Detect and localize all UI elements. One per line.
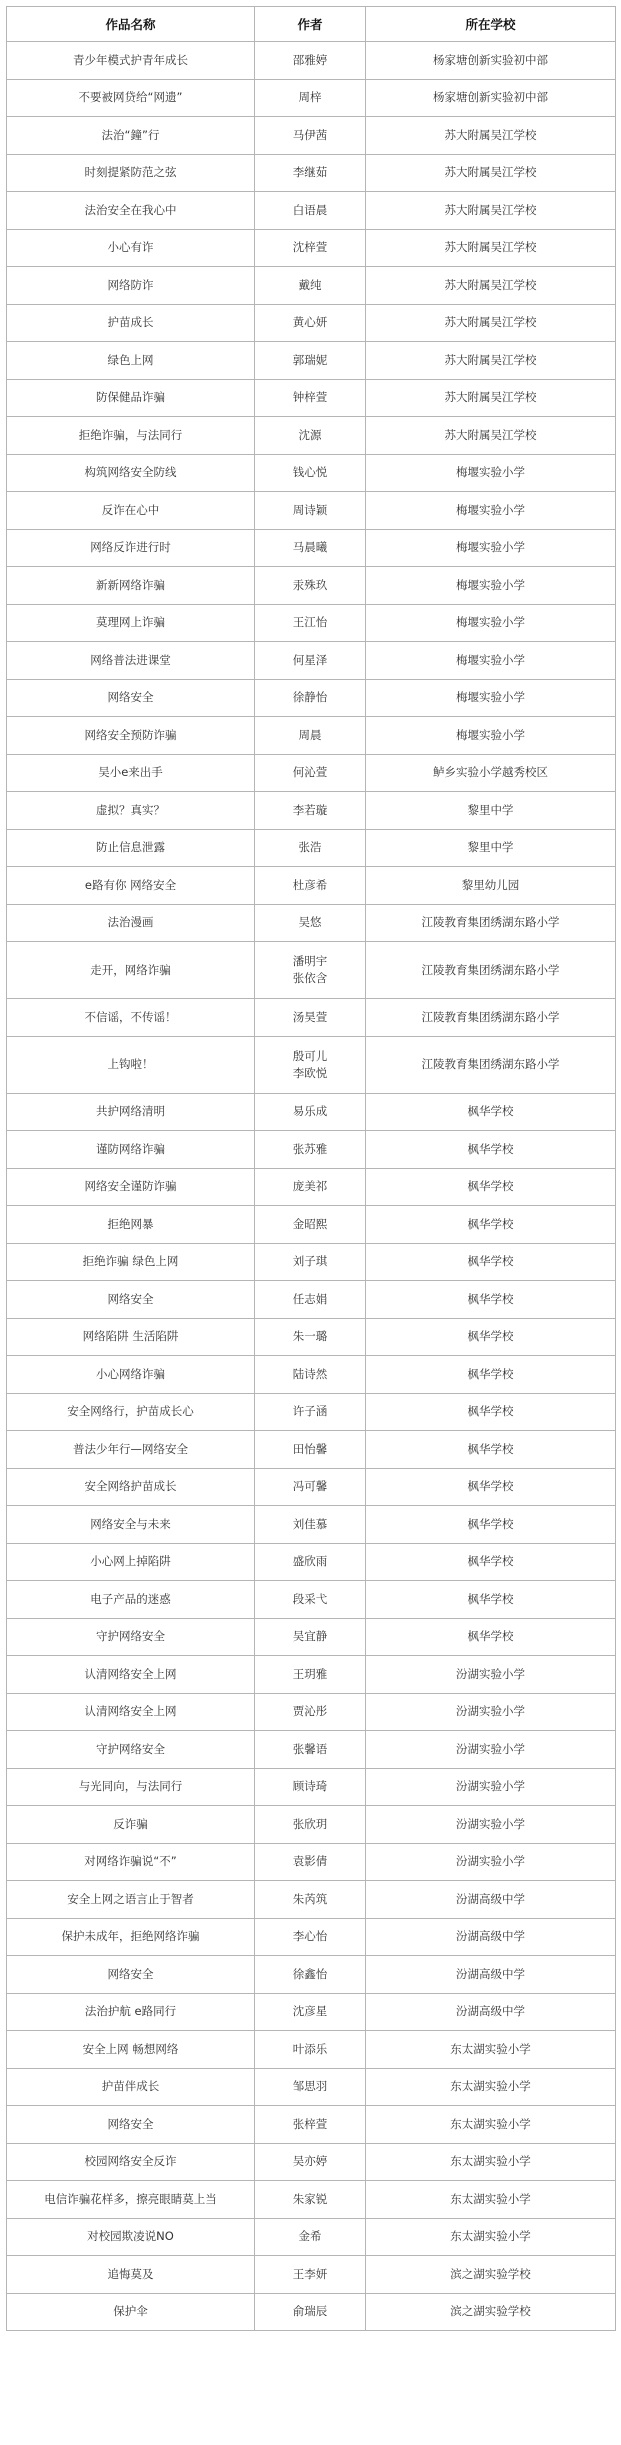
work-author: 俞瑞辰 bbox=[255, 2293, 366, 2331]
work-school: 东太湖实验小学 bbox=[366, 2031, 616, 2069]
work-author: 庞美祁 bbox=[255, 1168, 366, 1206]
work-school: 枫华学校 bbox=[366, 1168, 616, 1206]
work-title: 安全上网之语言止于智者 bbox=[7, 1881, 255, 1919]
table-row bbox=[7, 1356, 616, 1394]
work-title: 网络安全 bbox=[7, 2106, 255, 2144]
work-title: 防止信息泄露 bbox=[7, 829, 255, 867]
work-title: 网络安全 bbox=[7, 1281, 255, 1319]
work-author: 邹思羽 bbox=[255, 2068, 366, 2106]
work-author: 汤昊萱 bbox=[255, 999, 366, 1037]
work-title: 法治护航 e路同行 bbox=[7, 1993, 255, 2031]
work-title: 对网络诈骗说“不” bbox=[7, 1843, 255, 1881]
work-school: 江陵教育集团绣湖东路小学 bbox=[366, 1036, 616, 1093]
work-title: 防保健品诈骗 bbox=[7, 379, 255, 417]
work-school: 枫华学校 bbox=[366, 1543, 616, 1581]
work-title: 保护伞 bbox=[7, 2293, 255, 2331]
work-school: 苏大附属吴江学校 bbox=[366, 229, 616, 267]
work-title: 反诈在心中 bbox=[7, 492, 255, 530]
table-row bbox=[7, 192, 616, 230]
work-author: 何沁萱 bbox=[255, 754, 366, 792]
table-row bbox=[7, 1656, 616, 1694]
table-row bbox=[7, 792, 616, 830]
table-row bbox=[7, 904, 616, 942]
table-row bbox=[7, 1918, 616, 1956]
table-row bbox=[7, 1431, 616, 1469]
work-school: 东太湖实验小学 bbox=[366, 2218, 616, 2256]
table-row bbox=[7, 304, 616, 342]
work-author: 金昭熙 bbox=[255, 1206, 366, 1244]
work-school: 梅堰实验小学 bbox=[366, 717, 616, 755]
work-school: 梅堰实验小学 bbox=[366, 492, 616, 530]
work-author: 易乐成 bbox=[255, 1093, 366, 1131]
work-school: 梅堰实验小学 bbox=[366, 454, 616, 492]
table-row bbox=[7, 2143, 616, 2181]
work-school: 枫华学校 bbox=[366, 1206, 616, 1244]
work-author: 吴悠 bbox=[255, 904, 366, 942]
work-title: 安全上网 畅想网络 bbox=[7, 2031, 255, 2069]
work-title: 护苗成长 bbox=[7, 304, 255, 342]
work-school: 梅堰实验小学 bbox=[366, 642, 616, 680]
work-title: 构筑网络安全防线 bbox=[7, 454, 255, 492]
work-school: 苏大附属吴江学校 bbox=[366, 417, 616, 455]
work-author: 吴宜静 bbox=[255, 1618, 366, 1656]
work-title: 吴小e来出手 bbox=[7, 754, 255, 792]
work-title: 小心有诈 bbox=[7, 229, 255, 267]
work-school: 苏大附属吴江学校 bbox=[366, 379, 616, 417]
work-school: 枫华学校 bbox=[366, 1281, 616, 1319]
work-title: 电信诈骗花样多，擦亮眼睛莫上当 bbox=[7, 2181, 255, 2219]
work-author bbox=[255, 942, 366, 999]
work-author: 汞殊玖 bbox=[255, 567, 366, 605]
table-row bbox=[7, 492, 616, 530]
table-row bbox=[7, 1618, 616, 1656]
work-title: 网络安全 bbox=[7, 679, 255, 717]
work-author: 张浩 bbox=[255, 829, 366, 867]
work-author: 金希 bbox=[255, 2218, 366, 2256]
work-school: 枫华学校 bbox=[366, 1618, 616, 1656]
work-title: 网络陷阱 生活陷阱 bbox=[7, 1318, 255, 1356]
work-author: 顾诗琦 bbox=[255, 1768, 366, 1806]
work-school: 枫华学校 bbox=[366, 1581, 616, 1619]
work-author: 沈源 bbox=[255, 417, 366, 455]
table-row bbox=[7, 1468, 616, 1506]
work-title: 小心网络诈骗 bbox=[7, 1356, 255, 1394]
table-row bbox=[7, 2218, 616, 2256]
table-row bbox=[7, 2256, 616, 2294]
table-row bbox=[7, 42, 616, 80]
table-row bbox=[7, 942, 616, 999]
work-school: 杨家塘创新实验初中部 bbox=[366, 79, 616, 117]
work-author: 戴纯 bbox=[255, 267, 366, 305]
work-author: 徐鑫怡 bbox=[255, 1956, 366, 1994]
work-author: 盛欣雨 bbox=[255, 1543, 366, 1581]
work-school: 苏大附属吴江学校 bbox=[366, 342, 616, 380]
table-row bbox=[7, 1206, 616, 1244]
table-row bbox=[7, 2181, 616, 2219]
work-title: 认清网络安全上网 bbox=[7, 1656, 255, 1694]
table-row bbox=[7, 829, 616, 867]
work-title: 拒绝诈骗 绿色上网 bbox=[7, 1243, 255, 1281]
work-author: 邵雅婷 bbox=[255, 42, 366, 80]
work-school: 滨之湖实验学校 bbox=[366, 2293, 616, 2331]
work-author: 张馨语 bbox=[255, 1731, 366, 1769]
work-author: 袁影倩 bbox=[255, 1843, 366, 1881]
table-row bbox=[7, 1768, 616, 1806]
work-title: 守护网络安全 bbox=[7, 1731, 255, 1769]
work-author: 周梓 bbox=[255, 79, 366, 117]
author-name: 李欧悦 bbox=[292, 1065, 328, 1080]
work-school: 汾湖实验小学 bbox=[366, 1806, 616, 1844]
table-row bbox=[7, 417, 616, 455]
table-row bbox=[7, 1243, 616, 1281]
work-author: 朱芮筑 bbox=[255, 1881, 366, 1919]
work-title: 保护未成年，拒绝网络诈骗 bbox=[7, 1918, 255, 1956]
work-author: 吴亦婷 bbox=[255, 2143, 366, 2181]
table-row bbox=[7, 1993, 616, 2031]
table-row bbox=[7, 1036, 616, 1093]
work-title: 新新网络诈骗 bbox=[7, 567, 255, 605]
header-row bbox=[7, 7, 616, 42]
work-title: 小心网上掉陷阱 bbox=[7, 1543, 255, 1581]
table-row bbox=[7, 1693, 616, 1731]
work-school: 汾湖高级中学 bbox=[366, 1881, 616, 1919]
work-school: 滨之湖实验学校 bbox=[366, 2256, 616, 2294]
work-author: 周晨 bbox=[255, 717, 366, 755]
work-title: 网络安全 bbox=[7, 1956, 255, 1994]
table-row bbox=[7, 2106, 616, 2144]
work-school: 江陵教育集团绣湖东路小学 bbox=[366, 942, 616, 999]
work-school: 汾湖高级中学 bbox=[366, 1956, 616, 1994]
table-row bbox=[7, 379, 616, 417]
table-row bbox=[7, 342, 616, 380]
work-author: 张梓萱 bbox=[255, 2106, 366, 2144]
work-title: 不信谣，不传谣！ bbox=[7, 999, 255, 1037]
work-author: 贾沁彤 bbox=[255, 1693, 366, 1731]
table-row bbox=[7, 1543, 616, 1581]
work-author: 周诗颖 bbox=[255, 492, 366, 530]
header-author: 作者 bbox=[255, 7, 366, 42]
work-school: 汾湖实验小学 bbox=[366, 1768, 616, 1806]
author-name: 张依含 bbox=[292, 971, 328, 985]
table-row bbox=[7, 604, 616, 642]
work-title: 法治漫画 bbox=[7, 904, 255, 942]
work-school: 汾湖实验小学 bbox=[366, 1693, 616, 1731]
work-title: 与光同向，与法同行 bbox=[7, 1768, 255, 1806]
work-title: 绿色上网 bbox=[7, 342, 255, 380]
work-author bbox=[255, 1036, 366, 1093]
table-row bbox=[7, 754, 616, 792]
table-row bbox=[7, 867, 616, 905]
work-title: e路有你 网络安全 bbox=[7, 867, 255, 905]
work-school: 江陵教育集团绣湖东路小学 bbox=[366, 904, 616, 942]
work-author: 徐静怡 bbox=[255, 679, 366, 717]
table-row bbox=[7, 1093, 616, 1131]
work-author: 张苏雅 bbox=[255, 1131, 366, 1169]
table-row bbox=[7, 454, 616, 492]
work-school: 汾湖实验小学 bbox=[366, 1843, 616, 1881]
table-row bbox=[7, 1731, 616, 1769]
table-row bbox=[7, 1506, 616, 1544]
work-school: 枫华学校 bbox=[366, 1243, 616, 1281]
work-title: 不要被网贷给“网遗” bbox=[7, 79, 255, 117]
work-author: 刘佳慕 bbox=[255, 1506, 366, 1544]
work-school: 东太湖实验小学 bbox=[366, 2068, 616, 2106]
table-row bbox=[7, 679, 616, 717]
work-title: 拒绝诈骗，与法同行 bbox=[7, 417, 255, 455]
table-row bbox=[7, 1881, 616, 1919]
work-title: 共护网络清明 bbox=[7, 1093, 255, 1131]
work-author: 任志娟 bbox=[255, 1281, 366, 1319]
work-title: 莫理网上诈骗 bbox=[7, 604, 255, 642]
work-title: 网络普法进课堂 bbox=[7, 642, 255, 680]
work-school: 苏大附属吴江学校 bbox=[366, 154, 616, 192]
work-school: 东太湖实验小学 bbox=[366, 2181, 616, 2219]
work-title: 谨防网络诈骗 bbox=[7, 1131, 255, 1169]
table-row bbox=[7, 1806, 616, 1844]
work-title: 安全网络行，护苗成长心 bbox=[7, 1393, 255, 1431]
work-author: 沈梓萱 bbox=[255, 229, 366, 267]
work-author: 叶添乐 bbox=[255, 2031, 366, 2069]
table-row bbox=[7, 1843, 616, 1881]
work-title: 护苗伴成长 bbox=[7, 2068, 255, 2106]
table-row bbox=[7, 717, 616, 755]
work-author: 白语晨 bbox=[255, 192, 366, 230]
table-row bbox=[7, 1393, 616, 1431]
table-row bbox=[7, 1956, 616, 1994]
work-school: 枫华学校 bbox=[366, 1131, 616, 1169]
work-school: 汾湖实验小学 bbox=[366, 1656, 616, 1694]
work-author: 马伊茜 bbox=[255, 117, 366, 155]
work-author: 段采弋 bbox=[255, 1581, 366, 1619]
work-title: 守护网络安全 bbox=[7, 1618, 255, 1656]
work-author: 王玥雅 bbox=[255, 1656, 366, 1694]
table-row bbox=[7, 1281, 616, 1319]
table-row bbox=[7, 1318, 616, 1356]
table-row bbox=[7, 1131, 616, 1169]
work-school: 黎里幼儿园 bbox=[366, 867, 616, 905]
work-school: 梅堰实验小学 bbox=[366, 604, 616, 642]
work-school: 苏大附属吴江学校 bbox=[366, 192, 616, 230]
work-school: 汾湖高级中学 bbox=[366, 1993, 616, 2031]
author-name: 潘明宇 bbox=[292, 954, 328, 968]
work-title: 反诈骗 bbox=[7, 1806, 255, 1844]
work-author: 李继茹 bbox=[255, 154, 366, 192]
table-row bbox=[7, 2031, 616, 2069]
work-title: 电子产品的迷惑 bbox=[7, 1581, 255, 1619]
work-author: 田怡馨 bbox=[255, 1431, 366, 1469]
work-school: 枫华学校 bbox=[366, 1506, 616, 1544]
work-school: 枫华学校 bbox=[366, 1468, 616, 1506]
work-title: 对校园欺凌说NO bbox=[7, 2218, 255, 2256]
table-row bbox=[7, 267, 616, 305]
work-school: 汾湖实验小学 bbox=[366, 1731, 616, 1769]
work-author: 黄心妍 bbox=[255, 304, 366, 342]
work-title: 普法少年行—网络安全 bbox=[7, 1431, 255, 1469]
work-school: 东太湖实验小学 bbox=[366, 2106, 616, 2144]
table-row bbox=[7, 999, 616, 1037]
table-row bbox=[7, 79, 616, 117]
work-school: 苏大附属吴江学校 bbox=[366, 304, 616, 342]
work-school: 鲈乡实验小学越秀校区 bbox=[366, 754, 616, 792]
header-title: 作品名称 bbox=[7, 7, 255, 42]
work-school: 杨家塘创新实验初中部 bbox=[366, 42, 616, 80]
work-title: 校园网络安全反诈 bbox=[7, 2143, 255, 2181]
table-row bbox=[7, 1168, 616, 1206]
work-school: 枫华学校 bbox=[366, 1356, 616, 1394]
work-school: 枫华学校 bbox=[366, 1431, 616, 1469]
work-author: 王江怡 bbox=[255, 604, 366, 642]
work-title: 网络安全与未来 bbox=[7, 1506, 255, 1544]
table-row bbox=[7, 567, 616, 605]
work-title: 网络反诈进行时 bbox=[7, 529, 255, 567]
work-title: 追悔莫及 bbox=[7, 2256, 255, 2294]
works-table bbox=[6, 6, 616, 2331]
work-author: 杜彦希 bbox=[255, 867, 366, 905]
table-row bbox=[7, 117, 616, 155]
table-row bbox=[7, 2068, 616, 2106]
work-school: 梅堰实验小学 bbox=[366, 679, 616, 717]
work-title: 时刻提紧防范之弦 bbox=[7, 154, 255, 192]
work-title: 认清网络安全上网 bbox=[7, 1693, 255, 1731]
table-row bbox=[7, 154, 616, 192]
work-school: 梅堰实验小学 bbox=[366, 567, 616, 605]
work-author: 王李妍 bbox=[255, 2256, 366, 2294]
work-author: 李心怡 bbox=[255, 1918, 366, 1956]
work-school: 枫华学校 bbox=[366, 1393, 616, 1431]
header-school: 所在学校 bbox=[366, 7, 616, 42]
work-school: 黎里中学 bbox=[366, 829, 616, 867]
work-author: 沈彦星 bbox=[255, 1993, 366, 2031]
table-row bbox=[7, 642, 616, 680]
work-author: 钱心悦 bbox=[255, 454, 366, 492]
work-author: 何星泽 bbox=[255, 642, 366, 680]
work-school: 苏大附属吴江学校 bbox=[366, 267, 616, 305]
work-author: 冯可馨 bbox=[255, 1468, 366, 1506]
work-title: 安全网络护苗成长 bbox=[7, 1468, 255, 1506]
work-author: 许子涵 bbox=[255, 1393, 366, 1431]
work-title: 法治“鐘”行 bbox=[7, 117, 255, 155]
work-school: 枫华学校 bbox=[366, 1093, 616, 1131]
table-row bbox=[7, 229, 616, 267]
work-title: 网络安全谨防诈骗 bbox=[7, 1168, 255, 1206]
work-author: 刘子琪 bbox=[255, 1243, 366, 1281]
work-school: 苏大附属吴江学校 bbox=[366, 117, 616, 155]
work-title: 拒绝网暴 bbox=[7, 1206, 255, 1244]
table-row bbox=[7, 2293, 616, 2331]
work-title: 法治安全在我心中 bbox=[7, 192, 255, 230]
work-author: 陆诗然 bbox=[255, 1356, 366, 1394]
work-title: 走开，网络诈骗 bbox=[7, 942, 255, 999]
work-title: 虚拟？真实？ bbox=[7, 792, 255, 830]
work-author: 张欣玥 bbox=[255, 1806, 366, 1844]
work-author: 钟梓萱 bbox=[255, 379, 366, 417]
author-name: 殷可儿 bbox=[292, 1048, 328, 1063]
table-row bbox=[7, 529, 616, 567]
work-school: 梅堰实验小学 bbox=[366, 529, 616, 567]
work-title: 网络防诈 bbox=[7, 267, 255, 305]
work-author: 李若璇 bbox=[255, 792, 366, 830]
work-school: 汾湖高级中学 bbox=[366, 1918, 616, 1956]
table-row bbox=[7, 1581, 616, 1619]
work-author: 马晨曦 bbox=[255, 529, 366, 567]
work-title: 青少年模式护青年成长 bbox=[7, 42, 255, 80]
work-school: 东太湖实验小学 bbox=[366, 2143, 616, 2181]
work-school: 枫华学校 bbox=[366, 1318, 616, 1356]
work-author: 朱家锐 bbox=[255, 2181, 366, 2219]
work-school: 江陵教育集团绣湖东路小学 bbox=[366, 999, 616, 1037]
work-author: 郭瑞妮 bbox=[255, 342, 366, 380]
work-title: 上钩啦！ bbox=[7, 1036, 255, 1093]
table-body bbox=[7, 42, 616, 2331]
work-author: 朱一璐 bbox=[255, 1318, 366, 1356]
works-table-container bbox=[6, 6, 615, 2331]
work-school: 黎里中学 bbox=[366, 792, 616, 830]
work-title: 网络安全预防诈骗 bbox=[7, 717, 255, 755]
